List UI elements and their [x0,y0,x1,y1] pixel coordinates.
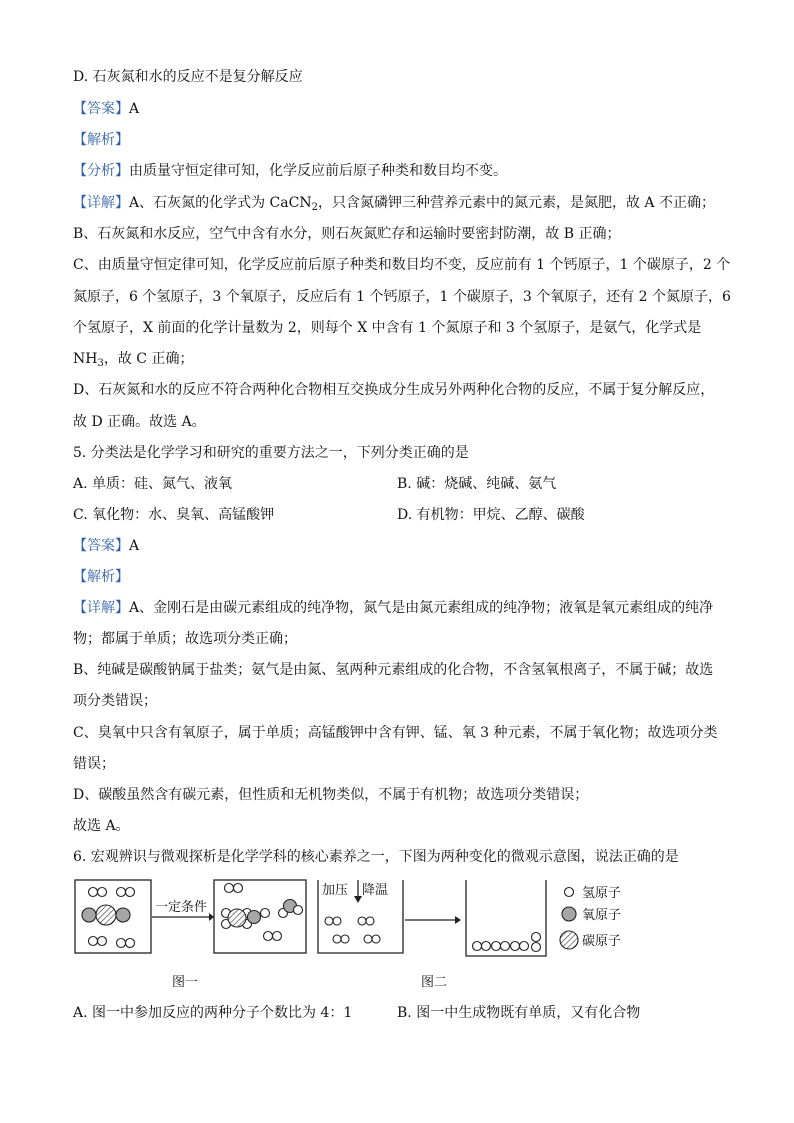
q4-option-d: D. 石灰氮和水的反应不是复分解反应 [73,69,303,85]
fig1-arrow-head [209,913,214,921]
answer-tag: 【答案】 [73,101,129,117]
hydrogen-atom [492,942,501,951]
hydrogen-atom [98,937,107,946]
q5-conclusion: 故选 A。 [73,818,130,834]
oxygen-atom [116,908,130,922]
q4-detail-a: 【详解】A、石灰氮的化学式为 CaCN$_2$，只含氮磷钾三种营养元素中的氮元素，是氮肥，故 A 不正确； [73,195,715,213]
q5-detail-a-line1: 【详解】A、金刚石是由碳元素组成的纯净物，氮气是由氮元素组成的纯净物；液氧是氧元素组成的纯净 [73,600,714,616]
q5-detail-c-line2: 错误； [73,756,115,772]
hydrogen-atom [501,942,510,951]
fig2-cooling-label: 降温 [362,883,389,898]
hydrogen-atom [117,939,126,948]
legend-carbon-label: 碳原子 [582,934,622,949]
hydrogen-atom [89,937,98,946]
q5-answer: 【答案】A [73,538,140,554]
q4-detail-c-line1: C、由质量守恒定律可知，化学反应前后原子种类和数目均不变，反应前有 1 个钙原子，1 个碳原子，2 个 [73,257,731,273]
hydrogen-atom [333,935,341,943]
oxygen-atom [248,911,261,924]
hydrogen-atom [126,939,135,948]
q5-option-d: D. 有机物：甲烷、乙醇、碳酸 [397,507,585,523]
hydrogen-atom [511,942,520,951]
q5-stem: 5. 分类法是化学学习和研究的重要方法之一，下列分类正确的是 [73,445,469,461]
legend-oxygen-icon [562,907,576,921]
carbon-atom [96,905,116,925]
hydrogen-atom [264,932,273,941]
q4-detail-c-line2: 氮原子，6 个氢原子，3 个氧原子，反应后有 1 个钙原子，1 个碳原子，3 个氧原子，还有 2 个氮原子，6 [73,289,731,305]
hydrogen-atom [358,917,366,925]
q4-answer [73,100,139,118]
hydrogen-atom [364,935,372,943]
hydrogen-atom [366,917,374,925]
q6-stem: 6. 宏观辨识与微观探析是化学学科的核心素养之一，下图为两种变化的微观示意图，说法正确的是 [73,849,679,865]
q5-detail-a-line2: 物；都属于单质；故选项分类正确； [73,631,297,647]
hydrogen-atom [520,942,529,951]
hydrogen-atom [341,935,349,943]
hydrogen-atom [333,917,341,925]
hydrogen-atom [98,888,107,897]
q5-analysis-heading: 【解析】 [73,569,129,585]
hydrogen-atom [261,909,270,918]
carbon-atom [228,909,246,927]
legend-oxygen-label: 氧原子 [582,908,622,923]
fig1-condition-label: 一定条件 [155,900,208,915]
q5-detail-c-line1: C、臭氧中只含有氧原子，属于单质；高锰酸钾中含有钾、锰、氧 3 种元素，不属于氧化物；故选项分类 [73,725,718,741]
hydrogen-atom [225,884,234,893]
oxygen-atom [82,908,96,922]
hydrogen-atom [117,888,126,897]
fig2-pressure-label: 加压 [322,883,349,898]
q4-detail-b: B、石灰氮和水反应，空气中含有水分，则石灰氮贮存和运输时要密封防潮，故 B 正确； [73,226,621,242]
hydrogen-atom [532,943,541,952]
q5-detail-b-line2: 项分类错误； [73,693,157,709]
fig2-pressure-arrow-head [354,896,362,903]
answer-value: A [129,101,140,117]
q5-detail-d: D、碳酸虽然含有碳元素，但性质和无机物类似，不属于有机物；故选项分类错误； [73,787,589,803]
q5-detail-b-line1: B、纯碱是碳酸钠属于盐类；氨气是由氮、氢两种元素组成的化合物，不含氢氧根离子，不属于碱；故选 [73,662,714,678]
q4-detail-c-line3: 个氢原子，X 前面的化学计量数为 2，则每个 X 中含有 1 个氮原子和 3 个氢原子，是氨气，化学式是 [73,320,702,336]
q6-option-a: A. 图一中参加反应的两种分子个数比为 4：1 [73,1005,353,1021]
q4-detail-d-line1: D、石灰氮和水的反应不符合两种化合物相互交换成分生成另外两种化合物的反应，不属于复分解反应， [73,382,715,398]
hydrogen-atom [325,917,333,925]
hydrogen-atom [234,884,243,893]
legend-hydrogen-label: 氢原子 [582,886,622,901]
hydrogen-atom [294,906,303,915]
hydrogen-atom [89,888,98,897]
legend-hydrogen-icon [565,888,574,897]
q5-option-b: B. 碱：烧碱、纯碱、氨气 [397,476,557,492]
q5-option-c: C. 氧化物：水、臭氧、高锰酸钾 [73,507,275,523]
q4-analysis-heading: 【解析】 [73,132,129,148]
hydrogen-atom [372,935,380,943]
legend-carbon-icon [560,931,578,949]
hydrogen-atom [532,933,541,942]
q5-option-a: A. 单质：硅、氮气、液氧 [73,476,233,492]
figure1-caption: 图一 [172,975,199,990]
figure2-caption: 图二 [421,975,448,990]
q4-fenxi: 【分析】由质量守恒定律可知，化学反应前后原子种类和数目均不变。 [73,163,507,179]
q6-microscopic-diagram [0,870,794,1000]
q4-detail-d-line2: 故 D 正确。故选 A。 [73,414,206,430]
fig2-arrow-head [455,916,461,924]
hydrogen-atom [273,932,282,941]
q6-option-b: B. 图一中生成物既有单质，又有化合物 [397,1005,641,1021]
hydrogen-atom [473,942,482,951]
hydrogen-atom [126,888,135,897]
q4-detail-c-line4: $NH_3$，故 C 正确； [73,351,194,369]
hydrogen-atom [482,942,491,951]
